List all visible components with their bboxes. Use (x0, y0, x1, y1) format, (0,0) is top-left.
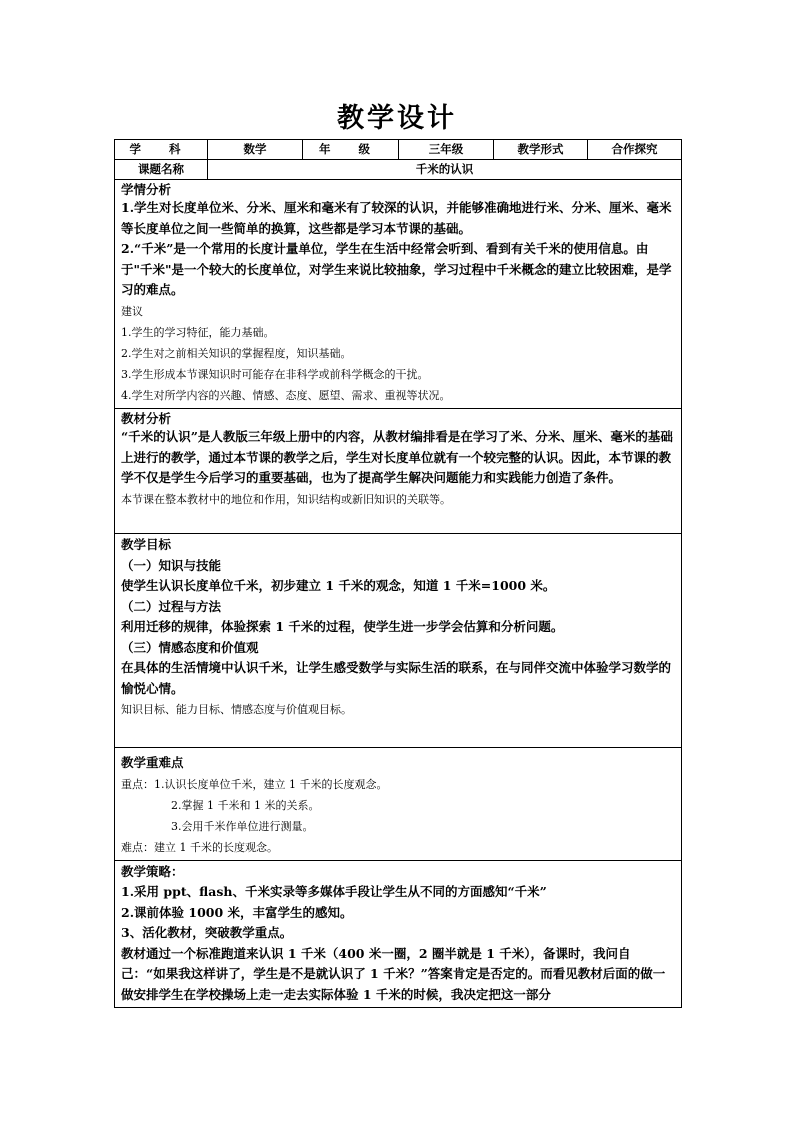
difficulty-point: 难点：建立 1 千米的长度观念。 (121, 840, 278, 854)
strategy-item: 2.课前体验 1000 米，丰富学生的感知。 (121, 904, 353, 920)
key-point: 重点：1.认识长度单位千米，建立 1 千米的长度观念。 (121, 777, 388, 791)
strategy-item: 1.采用 ppt、flash、千米实录等多媒体手段让学生从不同的方面感知“千米” (121, 884, 547, 899)
strategy-row (115, 860, 682, 1008)
learning-heading: 学情分析 (121, 182, 172, 197)
suggestion-item: 2.学生对之前相关知识的掌握程度，知识基础。 (121, 346, 352, 360)
grade-value: 三年级 (399, 140, 494, 160)
key-points-row (115, 748, 682, 861)
material-paragraph: “千米的认识”是人教版三年级上册中的内容，从教材编排看是在学习了米、分米、厘米、毫米的基础上进行的教学，通过本节课的教学之后，学生对长度单位就有一个较完整的认识。因此，本节课的教学不仅是学生今后学习的重要基础，也为了提高学生解决问题能力和实践能力创造了条件。 (121, 429, 673, 485)
suggestion-label: 建议 (121, 304, 143, 318)
topic-row (115, 160, 682, 180)
page-title: 教学设计 (337, 103, 457, 134)
learning-analysis-row (115, 180, 682, 409)
learning-paragraph: 2.“千米”是一个常用的长度计量单位，学生在生活中经常会听到、看到有关千米的使用信息。由于"千米"是一个较大的长度单位，对学生来说比较抽象，学习过程中千米概念的建立比较困难，是学习的难点。 (121, 241, 672, 297)
strategy-heading: 教学策略： (121, 863, 184, 879)
goals-heading: 教学目标 (121, 537, 172, 552)
keypoints-heading: 教学重难点 (121, 755, 184, 770)
teaching-goals-row (115, 534, 682, 748)
lesson-plan-table (114, 139, 682, 1008)
form-label: 教学形式 (494, 140, 588, 160)
strategy-item: 3、活化教材，突破教学重点。 (121, 925, 293, 940)
topic-value: 千米的认识 (208, 160, 682, 180)
learning-paragraph: 1.学生对长度单位米、分米、厘米和毫米有了较深的认识，并能够准确地进行米、分米、厘米、毫米等长度单位之间一些简单的换算，这些都是学习本节课的基础。 (121, 200, 672, 236)
strategy-paragraph: 教材通过一个标准跑道来认识 1 千米（400 米一圈，2 圈半就是 1 千米），备课时，我问自己：“如果我这样讲了，学生是不是就认识了 1 千米？”答案肯定是否定的。而看见教材后面的做一做安排学生在学校操场上走一走去实际体验 1 千米的时候，我决定把这一部分 (121, 945, 666, 1002)
suggestion-item: 1.学生的学习特征，能力基础。 (121, 325, 275, 339)
goals-note: 知识目标、能力目标、情感态度与价值观目标。 (121, 703, 352, 716)
grade-label: 年 级 (303, 140, 399, 160)
goal-text: 使学生认识长度单位千米，初步建立 1 千米的观念，知道 1 千米=1000 米。 (121, 578, 556, 593)
suggestion-item: 3.学生形成本节课知识时可能存在非科学或前科学概念的干扰。 (121, 367, 429, 381)
goal-subheading: （二）过程与方法 (121, 598, 222, 614)
suggestion-item: 4.学生对所学内容的兴趣、情感、态度、愿望、需求、重视等状况。 (121, 388, 451, 402)
info-row (115, 140, 682, 160)
material-analysis-row (115, 409, 682, 534)
subject-label: 学 科 (115, 140, 208, 160)
material-heading: 教材分析 (121, 411, 172, 426)
goal-subheading: （三）情感态度和价值观 (121, 639, 259, 655)
goal-text: 在具体的生活情境中认识千米，让学生感受数学与实际生活的联系，在与同伴交流中体验学习数学的愉悦心情。 (121, 660, 672, 696)
goal-subheading: （一）知识与技能 (121, 557, 222, 573)
topic-label: 课题名称 (115, 160, 208, 180)
goal-text: 利用迁移的规律，体验探索 1 千米的过程，使学生进一步学会估算和分析问题。 (121, 619, 564, 634)
form-value: 合作探究 (588, 140, 682, 160)
key-point: 2.掌握 1 千米和 1 米的关系。 (171, 798, 320, 812)
material-note: 本节课在整本教材中的地位和作用，知识结构或新旧知识的关联等。 (121, 492, 451, 506)
key-point: 3.会用千米作单位进行测量。 (171, 819, 314, 833)
subject-value: 数学 (208, 140, 303, 160)
